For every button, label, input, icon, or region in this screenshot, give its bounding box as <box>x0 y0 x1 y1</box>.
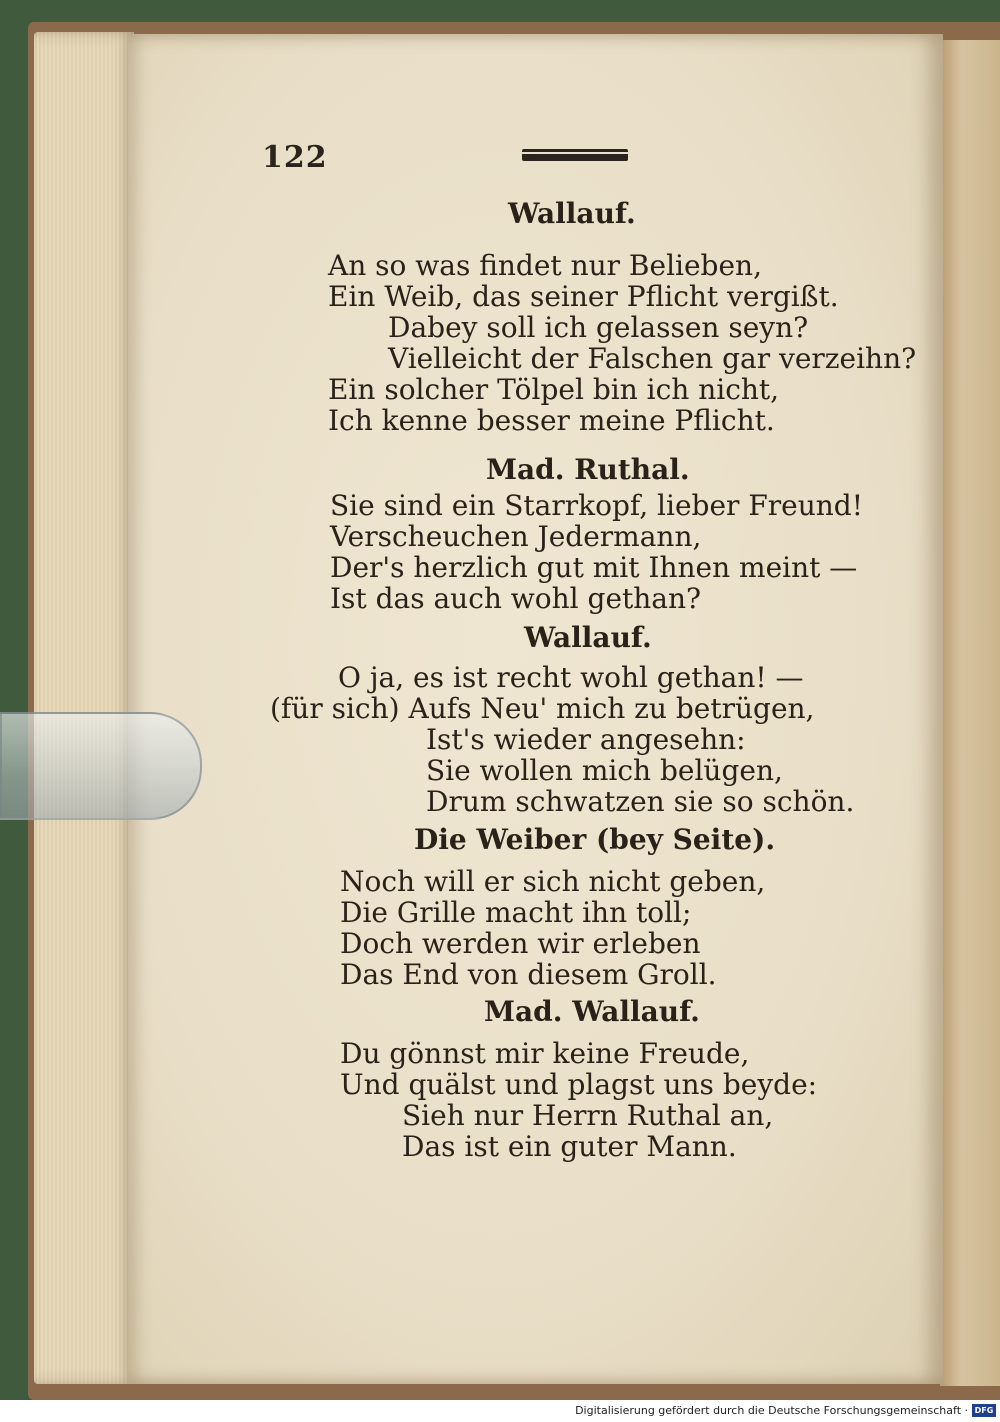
verse-line: Vielleicht der Falschen gar verzeihn? <box>388 342 917 375</box>
verse-line: Ein solcher Tölpel bin ich nicht, <box>328 373 780 406</box>
verse-line: Sieh nur Herrn Ruthal an, <box>402 1099 774 1132</box>
verse-line: Ist's wieder angesehn: <box>426 723 746 756</box>
verse-line: Und quälst und plagst uns beyde: <box>340 1068 818 1101</box>
verse-line: Das ist ein guter Mann. <box>402 1130 737 1163</box>
facing-page-edge <box>940 40 1000 1386</box>
speaker-heading: Mad. Wallauf. <box>484 995 700 1028</box>
verse-line: Drum schwatzen sie so schön. <box>426 785 855 818</box>
speaker-heading: Wallauf. <box>508 197 636 230</box>
verse-line: Verscheuchen Jedermann, <box>330 520 702 553</box>
verse-line: Ein Weib, das seiner Pflicht vergißt. <box>328 280 839 313</box>
page-edges <box>34 32 134 1384</box>
verse-line: (für sich) Aufs Neu' mich zu betrügen, <box>270 692 815 725</box>
verse-line: Du gönnst mir keine Freude, <box>340 1037 750 1070</box>
verse-line: Das End von diesem Groll. <box>340 958 717 991</box>
speaker-heading: Die Weiber (bey Seite). <box>414 823 776 856</box>
verse-line: Ich kenne besser meine Pflicht. <box>328 404 775 437</box>
verse-line: Dabey soll ich gelassen seyn? <box>388 311 809 344</box>
verse-line: Sie wollen mich belügen, <box>426 754 783 787</box>
funding-credit: Digitalisierung gefördert durch die Deutsche Forschungsgemeinschaft · <box>575 1404 968 1417</box>
verse-line: Ist das auch wohl gethan? <box>330 582 702 615</box>
page-number: 122 <box>262 140 328 175</box>
verse-line: Sie sind ein Starrkopf, lieber Freund! <box>330 489 863 522</box>
speaker-heading: Wallauf. <box>524 621 652 654</box>
speaker-heading: Mad. Ruthal. <box>486 453 690 486</box>
page-holder-clip <box>0 712 202 820</box>
verse-line: Doch werden wir erleben <box>340 927 701 960</box>
header-ornament <box>522 149 628 161</box>
dfg-logo: DFG <box>972 1404 996 1417</box>
verse-line: O ja, es ist recht wohl gethan! — <box>338 661 804 694</box>
verse-line: Noch will er sich nicht geben, <box>340 865 766 898</box>
verse-line: Die Grille macht ihn toll; <box>340 896 692 929</box>
verse-line: An so was findet nur Belieben, <box>328 249 762 282</box>
verse-line: Der's herzlich gut mit Ihnen meint — <box>330 551 858 584</box>
